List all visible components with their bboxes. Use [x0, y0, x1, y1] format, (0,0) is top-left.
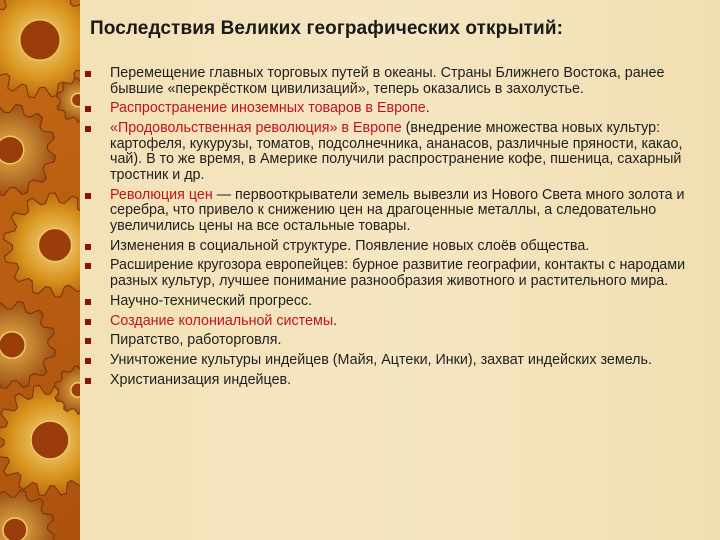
slide-title: Последствия Великих географических открытий: [90, 18, 564, 39]
bullet-item [84, 239, 710, 255]
square-bullet-icon [85, 299, 91, 305]
bullet-text: (внедрение множества новых культур: картофеля, кукурузы, томатов, подсолнечника, ананасов, различные пряности, какао, чай). В то же время, в Америке получили распространение кофе, пшеница, сахарный тростник и др. [110, 120, 683, 183]
bullet-text: Христианизация индейцев. [110, 371, 292, 388]
square-bullet-icon [85, 193, 91, 199]
bullet-text: Пиратство, работорговля. [110, 332, 282, 349]
bullet-highlight: Распространение иноземных товаров в Европе [110, 100, 426, 117]
bullet-item [84, 353, 710, 369]
bullet-item [84, 333, 710, 349]
bullet-highlight: «Продовольственная революция» в Европе [110, 120, 402, 137]
bullet-text: Расширение кругозора европейцев: бурное развитие географии, контакты с народами разных культур, лучшее понимание разнообразия животного и растительного мира. [110, 257, 686, 290]
bullet-list [84, 66, 710, 393]
bullet-text: Научно-технический прогресс. [110, 292, 313, 309]
bullet-item [84, 121, 710, 183]
square-bullet-icon [85, 244, 91, 250]
bullet-text: . [425, 100, 430, 117]
bullet-text: Изменения в социальной структуре. Появление новых слоёв общества. [110, 237, 590, 254]
square-bullet-icon [85, 126, 91, 132]
bullet-item [84, 101, 710, 117]
square-bullet-icon [85, 338, 91, 344]
bullet-item [84, 294, 710, 310]
bullet-text: . [333, 312, 338, 329]
square-bullet-icon [85, 263, 91, 269]
bullet-text: — первооткрыватели земель вывезли из Нового Света много золота и серебра, что привело к снижению цен на драгоценные металлы, а следовательно увеличились цены на все остальные товары. [110, 186, 685, 234]
bullet-item [84, 188, 710, 235]
square-bullet-icon [85, 319, 91, 325]
bullet-item [84, 373, 710, 389]
bullet-highlight: Создание колониальной системы [110, 312, 334, 329]
square-bullet-icon [85, 106, 91, 112]
bullet-item [84, 314, 710, 330]
bullet-item [84, 66, 710, 97]
bullet-item [84, 258, 710, 289]
bullet-text: Перемещение главных торговых путей в океаны. Страны Ближнего Востока, ранее бывшие «перекрёстком цивилизаций», теперь оказались в захолустье. [110, 65, 665, 97]
square-bullet-icon [85, 378, 91, 384]
bullet-text: Уничтожение культуры индейцев (Майя, Ацтеки, Инки), захват индейских земель. [110, 352, 652, 369]
square-bullet-icon [85, 71, 91, 77]
bullet-highlight: Революция цен [110, 186, 213, 203]
square-bullet-icon [85, 358, 91, 364]
